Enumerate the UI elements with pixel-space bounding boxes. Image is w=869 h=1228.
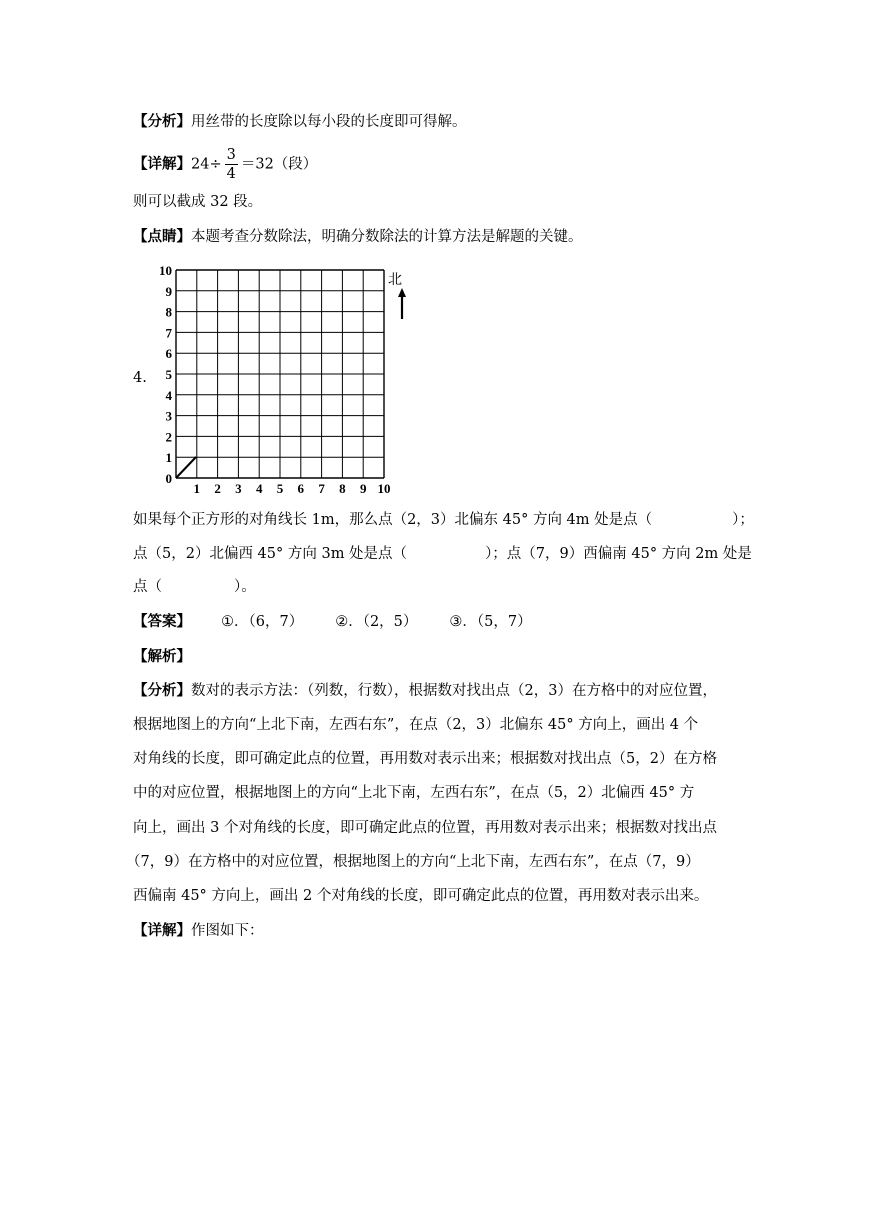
question-line-3-b: ）。 xyxy=(234,579,256,595)
question-line-3-a: 点（ xyxy=(133,579,162,595)
fraction-denominator: 4 xyxy=(226,166,236,182)
y-tick-label: 1 xyxy=(165,450,172,466)
x-tick-labels xyxy=(194,481,391,496)
question-line-2-b: ）；点（7，9）西偏南 45° 方向 2m 处是 xyxy=(485,546,752,562)
answer-line xyxy=(133,612,532,632)
grid-lines xyxy=(176,270,384,478)
analysis-2-line-7: 西偏南 45° 方向上，画出 2 个对角线的长度，即可确定此点的位置，再用数对表示出来。 xyxy=(133,888,709,904)
analysis-2-line-5: 向上，画出 3 个对角线的长度，即可确定此点的位置，再用数对表示出来；根据数对找出点 xyxy=(133,820,717,836)
y-tick-label: 7 xyxy=(165,325,172,341)
analysis-line-1 xyxy=(133,112,467,132)
y-tick-labels xyxy=(159,263,173,486)
x-tick-label: 1 xyxy=(193,481,201,496)
solution-label: 【解析】 xyxy=(133,648,191,665)
analysis-2-line-4: 中的对应位置，根据地图上的方向“上北下南，左西右东”，在点（5，2）北偏西 45° 方 xyxy=(133,785,695,801)
y-tick-label: 8 xyxy=(165,304,172,320)
detail-suffix: ＝32（段） xyxy=(240,156,318,173)
analysis-2-line-3: 对角线的长度，即可确定此点的位置，再用数对表示出来；根据数对找出点（5，2）在方格 xyxy=(133,751,717,767)
north-arrow-head xyxy=(398,288,406,297)
answer-item-2: ②．（2，5） xyxy=(335,614,418,630)
y-tick-label: 4 xyxy=(165,387,172,403)
y-tick-label: 2 xyxy=(165,429,172,445)
detail-prefix: 24÷ xyxy=(191,156,222,173)
diagonal-segment xyxy=(176,457,196,478)
question-line-1 xyxy=(133,510,754,530)
north-label: 北 xyxy=(388,273,402,288)
y-tick-label: 6 xyxy=(165,346,172,362)
question-line-2 xyxy=(133,544,752,564)
fraction xyxy=(225,146,238,183)
x-tick-label: 3 xyxy=(235,481,242,496)
conclusion-line-1: 则可以截成 32 段。 xyxy=(133,194,263,210)
x-tick-label: 5 xyxy=(276,481,284,496)
detail-line-1 xyxy=(133,146,317,183)
detail-label: 【详解】 xyxy=(133,155,191,173)
question-line-1-b: ）； xyxy=(732,512,754,528)
analysis-2-line-1 xyxy=(133,681,717,701)
analysis-2-line-2: 根据地图上的方向“上北下南，左西右东”，在点（2，3）北偏东 45° 方向上，画出 4 个 xyxy=(133,717,699,733)
analysis-label: 【分析】 xyxy=(133,113,191,130)
comment-label: 【点睛】 xyxy=(133,228,191,245)
comment-text: 本题考查分数除法，明确分数除法的计算方法是解题的关键。 xyxy=(191,229,583,245)
detail-2-line xyxy=(133,921,264,941)
coordinate-grid-figure xyxy=(133,255,423,500)
analysis-text: 用丝带的长度除以每小段的长度即可得解。 xyxy=(191,114,467,130)
x-tick-label: 8 xyxy=(339,481,346,496)
x-tick-label: 4 xyxy=(255,481,263,496)
y-tick-label: 3 xyxy=(165,408,172,424)
y-tick-label: 5 xyxy=(165,367,172,382)
question-number: 4. xyxy=(133,370,147,386)
analysis-2-line-6: （7，9）在方格中的对应位置，根据地图上的方向“上北下南，左西右东”，在点（7，9） xyxy=(126,854,700,870)
question-line-2-a: 点（5，2）北偏西 45° 方向 3m 处是点（ xyxy=(133,546,408,562)
y-tick-label: 9 xyxy=(165,283,172,299)
x-tick-label: 9 xyxy=(359,481,367,496)
detail-2-text: 作图如下： xyxy=(191,923,264,939)
y-tick-label: 0 xyxy=(165,471,172,486)
comment-line-1 xyxy=(133,227,583,247)
analysis-2-text-1: 数对的表示方法：（列数，行数），根据数对找出点（2，3）在方格中的对应位置， xyxy=(191,683,717,699)
question-line-1-a: 如果每个正方形的对角线长 1m，那么点（2，3）北偏东 45° 方向 4m 处是点（ xyxy=(133,512,653,528)
answer-item-3: ③．（5，7） xyxy=(449,614,532,630)
x-tick-label: 2 xyxy=(214,481,221,496)
detail-2-label: 【详解】 xyxy=(133,922,191,939)
y-tick-label: 10 xyxy=(159,263,172,278)
question-line-3 xyxy=(133,577,256,597)
answer-label: 【答案】 xyxy=(133,613,191,630)
analysis-2-label: 【分析】 xyxy=(133,682,191,699)
x-tick-label: 7 xyxy=(318,481,325,496)
x-tick-label: 10 xyxy=(377,481,391,496)
answer-item-1: ①．（6，7） xyxy=(221,614,304,630)
fraction-numerator: 3 xyxy=(226,147,236,163)
x-tick-label: 6 xyxy=(297,481,305,496)
